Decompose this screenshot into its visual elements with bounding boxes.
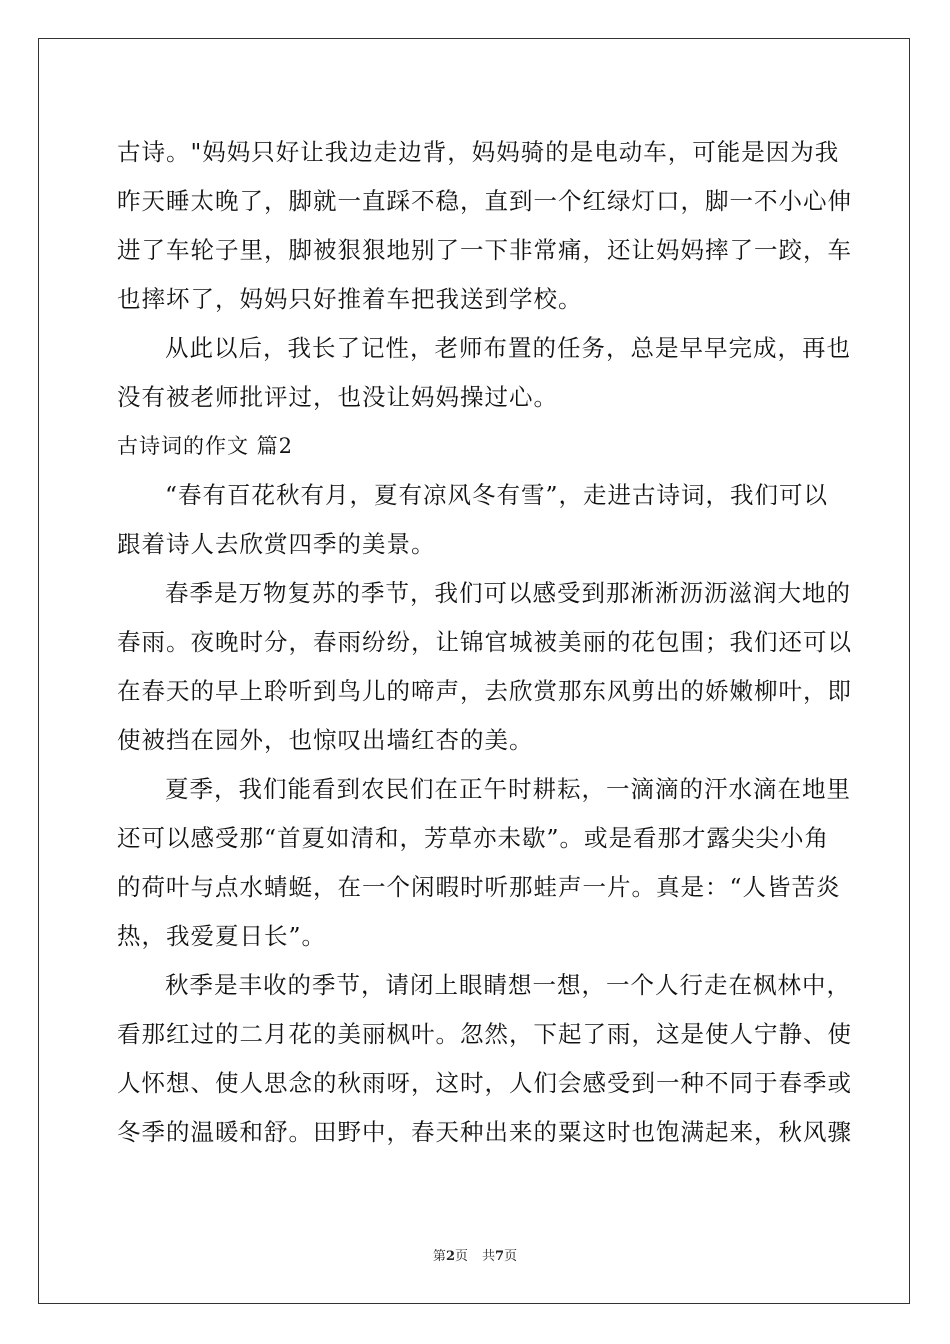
text-line: 跟着诗人去欣赏四季的美景。 bbox=[117, 530, 436, 558]
text-line: “春有百花秋有月，夏有凉风冬有雪”，走进古诗词，我们可以 bbox=[165, 481, 829, 509]
text-line: 夏季，我们能看到农民们在正午时耕耘，一滴滴的汗水滴在地里 bbox=[165, 775, 851, 803]
page-current: 2 bbox=[445, 1249, 455, 1264]
text-line: 春雨。夜晚时分，春雨纷纷，让锦官城被美丽的花包围；我们还可以 bbox=[117, 628, 852, 656]
text-line: 秋季是丰收的季节，请闭上眼睛想一想，一个人行走在枫林中， bbox=[165, 971, 851, 999]
document-body bbox=[117, 128, 852, 1157]
text-line: 看那红过的二月花的美丽枫叶。忽然，下起了雨，这是使人宁静、使 bbox=[117, 1020, 852, 1048]
text-line: 人怀想、使人思念的秋雨呀，这时，人们会感受到一种不同于春季或 bbox=[117, 1069, 852, 1097]
text-line: 春季是万物复苏的季节，我们可以感受到那淅淅沥沥滋润大地的 bbox=[165, 579, 851, 607]
text-line: 使被挡在园外，也惊叹出墙红杏的美。 bbox=[117, 726, 534, 754]
text-line: 没有被老师批评过，也没让妈妈操过心。 bbox=[117, 383, 558, 411]
text-line: 从此以后，我长了记性，老师布置的任务，总是早早完成，再也 bbox=[165, 334, 851, 362]
page-prefix: 第 bbox=[432, 1249, 446, 1264]
text-line: 的荷叶与点水蜻蜓，在一个闲暇时听那蛙声一片。真是：“人皆苦炎 bbox=[117, 873, 841, 901]
total-prefix: 共 bbox=[482, 1249, 496, 1264]
page-total: 7 bbox=[495, 1249, 505, 1264]
total-suffix: 页 bbox=[504, 1249, 518, 1264]
section-heading: 古诗词的作文 篇2 bbox=[117, 434, 294, 458]
text-line: 热，我爱夏日长”。 bbox=[117, 922, 327, 950]
text-line: 昨天睡太晚了，脚就一直踩不稳，直到一个红绿灯口，脚一不小心伸 bbox=[117, 187, 852, 215]
text-line: 在春天的早上聆听到鸟儿的啼声，去欣赏那东风剪出的娇嫩柳叶，即 bbox=[117, 677, 852, 705]
text-line: 也摔坏了，妈妈只好推着车把我送到学校。 bbox=[117, 285, 583, 313]
page-suffix: 页 bbox=[454, 1249, 468, 1264]
text-line: 还可以感受那“首夏如清和，芳草亦未歇”。或是看那才露尖尖小角 bbox=[117, 824, 830, 852]
text-line: 古诗。"妈妈只好让我边走边背，妈妈骑的是电动车，可能是因为我 bbox=[117, 138, 840, 166]
page-footer bbox=[0, 1245, 950, 1264]
text-line: 冬季的温暖和舒。田野中，春天种出来的粟这时也饱满起来，秋风骤 bbox=[117, 1118, 852, 1146]
text-line: 进了车轮子里，脚被狠狠地别了一下非常痛，还让妈妈摔了一跤，车 bbox=[117, 236, 852, 264]
